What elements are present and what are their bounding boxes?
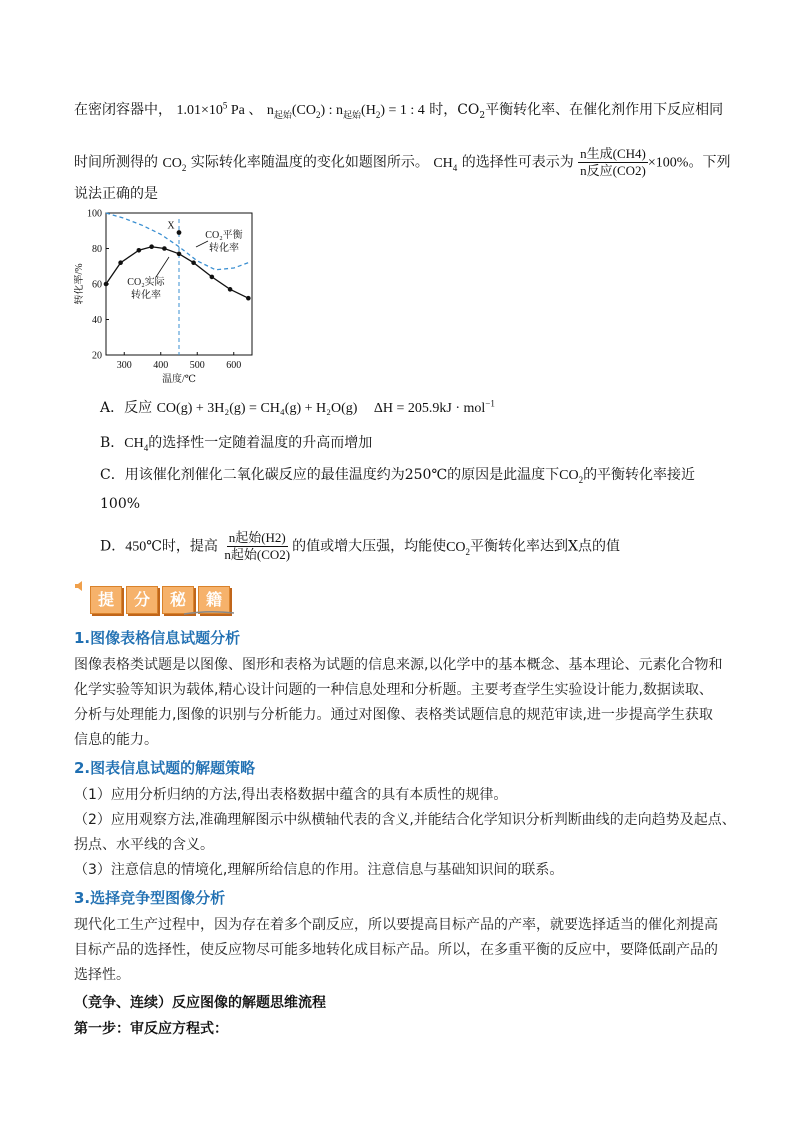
- y-tick-label: 20: [92, 350, 102, 362]
- tips-banner: [74, 580, 234, 614]
- section-paragraph: 目标产品的选择性，使反应物尽可能多地转化成目标产品。所以，在多重平衡的反应中，要降低副产品的: [74, 942, 718, 958]
- y-axis-label: 转化率/%: [74, 263, 85, 305]
- data-point: [246, 296, 251, 301]
- x-tick-label: 400: [153, 360, 169, 371]
- speaker-icon: [74, 580, 86, 592]
- section-paragraph: 分析与处理能力,图像的识别与分析能力。通过对图像、表格类试题信息的规范审读,进一步提高学生获取: [74, 707, 713, 723]
- banner-char: 秘: [162, 586, 194, 614]
- data-point: [162, 246, 167, 251]
- bold-heading: （竞争、连续）反应图像的解题思维流程: [74, 995, 326, 1011]
- x-axis-label: 温度/℃: [162, 374, 196, 385]
- data-point: [191, 260, 196, 265]
- section-paragraph: 选择性。: [74, 967, 130, 983]
- selectivity-fraction: $\frac{\text{n生成(CH4)}}{\text{n反应(CO2)}}$: [580, 146, 646, 178]
- banner-swoosh: [184, 610, 234, 616]
- bold-heading: 第一步：审反应方程式：: [74, 1021, 228, 1037]
- data-point: [228, 287, 233, 292]
- x-tick-label: 600: [226, 360, 242, 371]
- option-c: C．用该催化剂催化二氧化碳反应的最佳温度约为250℃的原因是此温度下$CO_2$的平衡转化率接近: [100, 467, 696, 485]
- y-tick-label: 80: [92, 244, 102, 255]
- banner-char: 提: [90, 586, 122, 614]
- section-paragraph: （3）注意信息的情境化,理解所给信息的作用。注意信息与基础知识间的联系。: [74, 862, 564, 878]
- section-title: 3.选择竞争型图像分析: [74, 889, 226, 907]
- data-point: [104, 282, 109, 287]
- question-text: 平衡转化率、在催化剂作用下反应相同: [485, 102, 724, 118]
- point-x-marker: [177, 230, 182, 235]
- ratio-fraction: $\frac{\text{n起始(H2)}}{\text{n起始(CO2)}}$: [224, 530, 291, 562]
- y-tick-label: 100: [87, 208, 102, 220]
- option-b: B．$CH_4$的选择性一定随着温度的升高而增加: [100, 435, 373, 453]
- banner-char: 籍: [198, 586, 230, 614]
- ratio-expression: $n_{起始}(CO_2)$ : $n_{起始}(H_2) = 1$ : 4: [266, 103, 425, 120]
- question-line-1: 在密闭容器中， $1.01\times 10^5$ Pa 、 $n_{起始}(CO_2)$ : $n_{起始}(H_2) = 1$ : 4 时，$CO_2$平衡转化率、在催化剂作用下反应相同: [74, 100, 724, 121]
- equilibrium-conversion-line: [106, 213, 248, 270]
- label-leader: [156, 257, 169, 277]
- section-paragraph: 拐点、水平线的含义。: [74, 837, 214, 853]
- section-paragraph: （1）应用分析归纳的方法,得出表格数据中蕴含的具有本质性的规律。: [74, 787, 508, 803]
- series-label: 转化率: [209, 243, 239, 254]
- section-title: 2.图表信息试题的解题策略: [74, 759, 256, 777]
- section-title: 1.图像表格信息试题分析: [74, 629, 241, 647]
- section-paragraph: 图像表格类试题是以图像、图形和表格为试题的信息来源,以化学中的基本概念、基本理论、元素化合物和: [74, 657, 723, 673]
- conversion-chart: [74, 205, 264, 395]
- question-line-2: 时间所测得的 $CO_2$ 实际转化率随温度的变化如题图所示。 $CH_4$ 的选择性可表示为 $\frac{\text{n生成(CH4)}}{\text{n反应(CO2)}}$ ×100%。下列: [74, 146, 731, 178]
- option-c-cont: 100%: [100, 496, 141, 512]
- data-point: [149, 244, 154, 249]
- pressure-value: $1.01\times 10^5$ Pa 、: [176, 100, 263, 118]
- section-paragraph: 信息的能力。: [74, 732, 158, 748]
- section-paragraph: 现代化工生产过程中，因为存在着多个副反应，所以要提高目标产品的产率，就要选择适当的催化剂提高: [74, 917, 718, 933]
- data-point: [210, 275, 215, 280]
- question-text: 在密闭容器中，: [74, 102, 172, 118]
- series-label: 转化率: [131, 290, 161, 301]
- option-a: A．反应 CO(g) + 3H₂(g) = CH₄(g) + H₂O(g) ΔH = 205.9kJ · mol$^{-1}$: [100, 398, 495, 416]
- question-text: 时，CO: [429, 102, 480, 118]
- label-leader: [196, 241, 208, 247]
- question-line-3: 说法正确的是: [74, 186, 158, 202]
- x-tick-label: 500: [189, 360, 205, 371]
- point-x-label: X: [167, 220, 175, 232]
- data-point: [177, 252, 182, 257]
- series-label: CO₂平衡: [205, 230, 243, 241]
- data-point: [118, 260, 123, 265]
- section-paragraph: （2）应用观察方法,准确理解图示中纵横轴代表的含义,并能结合化学知识分析判断曲线的走向趋势及起点、: [74, 812, 736, 828]
- option-d: D．450℃时，提高 $\frac{\text{n起始(H2)}}{\text{n起始(CO2)}}$ 的值或增大压强，均能使$CO_2$平衡转化率达到X点的值: [100, 530, 620, 562]
- y-tick-label: 40: [92, 315, 102, 326]
- series-label: CO₂实际: [127, 277, 165, 288]
- x-tick-label: 300: [116, 360, 132, 371]
- section-paragraph: 化学实验等知识为载体,精心设计问题的一种信息处理和分析题。主要考查学生实验设计能力,数据读取、: [74, 682, 713, 698]
- banner-char: 分: [126, 586, 158, 614]
- data-point: [137, 248, 142, 253]
- y-tick-label: 60: [92, 279, 102, 291]
